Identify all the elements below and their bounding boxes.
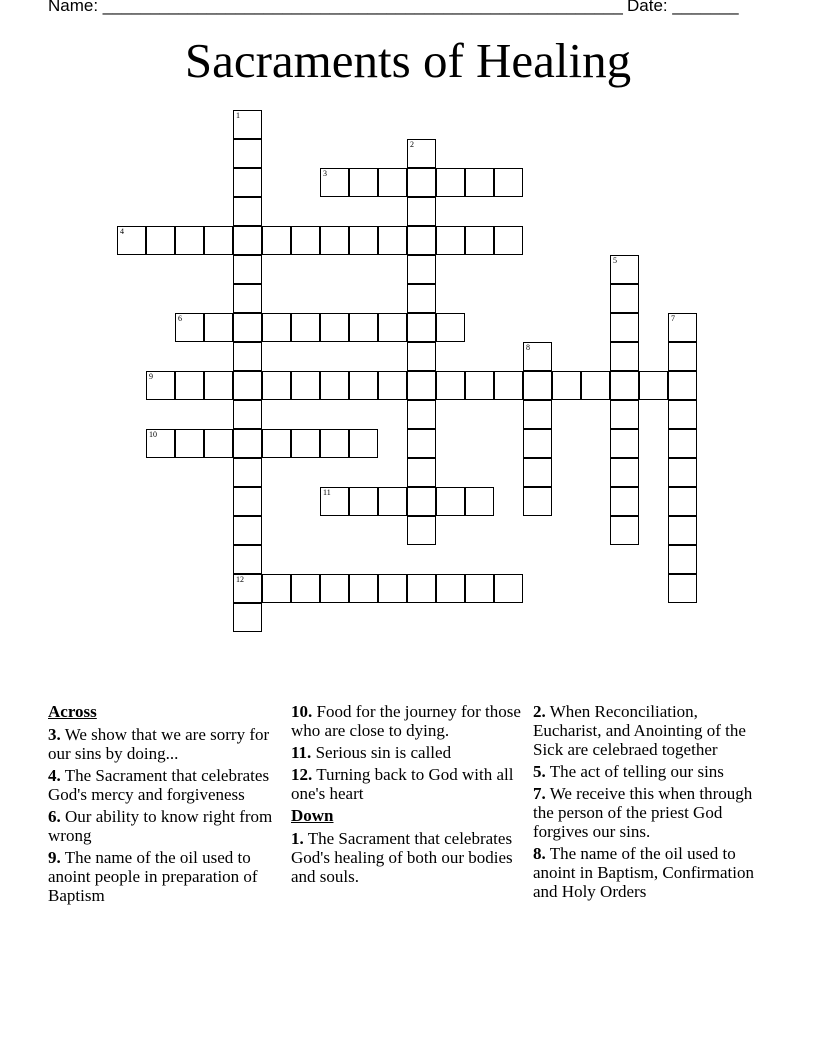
crossword-cell[interactable] [233,313,262,342]
crossword-cell[interactable] [436,168,465,197]
clue-across-9: 9. The name of the oil used to anoint people in preparation of Baptism [48,848,258,905]
crossword-cell[interactable] [175,313,204,342]
crossword-cell[interactable] [291,371,320,400]
crossword-cell[interactable] [233,371,262,400]
crossword-cell[interactable] [262,371,291,400]
crossword-cell[interactable] [523,458,552,487]
crossword-cell[interactable] [668,574,697,603]
across-heading: Across [48,702,97,721]
cell-number: 8 [526,343,530,352]
crossword-cell[interactable] [610,371,639,400]
crossword-cell[interactable] [436,226,465,255]
crossword-cell[interactable] [668,545,697,574]
crossword-cell[interactable] [523,342,552,371]
crossword-cell[interactable] [668,313,697,342]
crossword-cell[interactable] [349,313,378,342]
crossword-cell[interactable] [668,516,697,545]
crossword-cell[interactable] [407,371,436,400]
crossword-cell[interactable] [291,574,320,603]
crossword-cell[interactable] [465,371,494,400]
crossword-cell[interactable] [291,429,320,458]
crossword-cell[interactable] [320,429,349,458]
crossword-cell[interactable] [407,342,436,371]
crossword-cell[interactable] [291,226,320,255]
crossword-cell[interactable] [378,371,407,400]
cell-number: 5 [613,256,617,265]
crossword-cell[interactable] [465,487,494,516]
crossword-cell[interactable] [291,313,320,342]
crossword-cell[interactable] [407,139,436,168]
crossword-cell[interactable] [378,313,407,342]
crossword-cell[interactable] [349,487,378,516]
crossword-cell[interactable] [465,168,494,197]
crossword-cell[interactable] [668,429,697,458]
crossword-cell[interactable] [407,574,436,603]
crossword-cell[interactable] [407,516,436,545]
crossword-cell[interactable] [262,313,291,342]
cell-number: 6 [178,314,182,323]
crossword-cell[interactable] [233,400,262,429]
clues-column-2 [291,702,526,889]
crossword-cell[interactable] [610,516,639,545]
crossword-cell[interactable] [175,226,204,255]
clue-across-3: 3. We show that we are sorry for our sins by doing... [48,725,270,763]
cell-number: 2 [410,140,414,149]
clues-column-1 [48,702,283,908]
crossword-cell[interactable] [581,371,610,400]
crossword-cell[interactable] [668,487,697,516]
crossword-cell[interactable] [262,574,291,603]
crossword-cell[interactable] [610,458,639,487]
crossword-cell[interactable] [407,400,436,429]
crossword-cell[interactable] [233,545,262,574]
crossword-cell[interactable] [436,487,465,516]
crossword-cell[interactable] [407,284,436,313]
crossword-cell[interactable] [610,429,639,458]
crossword-cell[interactable] [668,371,697,400]
name-field[interactable]: Name: _______________________________________________________ [48,0,623,15]
crossword-cell[interactable] [407,458,436,487]
cell-number: 4 [120,227,124,236]
crossword-cell[interactable] [349,226,378,255]
cell-number: 12 [236,575,244,584]
clue-down-1: 1. The Sacrament that celebrates God's healing of both our bodies and souls. [291,829,513,886]
crossword-cell[interactable] [494,226,523,255]
crossword-cell[interactable] [233,226,262,255]
crossword-cell[interactable] [349,371,378,400]
crossword-cell[interactable] [233,110,262,139]
crossword-cell[interactable] [436,371,465,400]
clue-across-6: 6. Our ability to know right from wrong [48,807,273,845]
clue-down-5: 5. The act of telling our sins [533,762,724,781]
crossword-cell[interactable] [233,516,262,545]
crossword-cell[interactable] [233,255,262,284]
crossword-cell[interactable] [407,255,436,284]
crossword-cell[interactable] [407,429,436,458]
crossword-cell[interactable] [204,429,233,458]
cell-number: 11 [323,488,331,497]
cell-number: 3 [323,169,327,178]
crossword-cell[interactable] [523,429,552,458]
crossword-cell[interactable] [262,226,291,255]
crossword-cell[interactable] [146,226,175,255]
crossword-cell[interactable] [320,574,349,603]
crossword-cell[interactable] [175,371,204,400]
crossword-cell[interactable] [233,197,262,226]
cell-number: 1 [236,111,240,120]
date-field[interactable]: Date: _______ [627,0,739,15]
crossword-cell[interactable] [233,429,262,458]
clue-across-10: 10. Food for the journey for those who are close to dying. [291,702,521,740]
crossword-cell[interactable] [233,487,262,516]
crossword-cell[interactable] [668,342,697,371]
clues-column-3 [533,702,768,904]
crossword-cell[interactable] [378,226,407,255]
down-heading: Down [291,806,334,825]
crossword-cell[interactable] [320,487,349,516]
crossword-cell[interactable] [320,371,349,400]
crossword-cell[interactable] [523,487,552,516]
crossword-cell[interactable] [407,487,436,516]
crossword-cell[interactable] [494,168,523,197]
crossword-cell[interactable] [610,313,639,342]
crossword-cell[interactable] [233,342,262,371]
crossword-cell[interactable] [233,458,262,487]
crossword-cell[interactable] [668,400,697,429]
page-title: Sacraments of Healing [184,33,632,88]
clue-down-7: 7. We receive this when through the person of the priest God forgives our sins. [533,784,753,841]
crossword-cell[interactable] [552,371,581,400]
crossword-cell[interactable] [436,574,465,603]
crossword-cell[interactable] [494,371,523,400]
crossword-cell[interactable] [610,487,639,516]
crossword-cell[interactable] [175,429,204,458]
crossword-cell[interactable] [204,371,233,400]
cell-number: 7 [671,314,675,323]
crossword-cell[interactable] [465,226,494,255]
cell-number: 9 [149,372,153,381]
crossword-cell[interactable] [320,168,349,197]
clue-across-11: 11. Serious sin is called [291,743,452,762]
crossword-cell[interactable] [407,168,436,197]
crossword-cell[interactable] [407,226,436,255]
crossword-cell[interactable] [407,197,436,226]
crossword-cell[interactable] [320,313,349,342]
crossword-cell[interactable] [146,429,175,458]
crossword-cell[interactable] [610,284,639,313]
crossword-cell[interactable] [378,487,407,516]
crossword-cell[interactable] [204,313,233,342]
clue-down-8: 8. The name of the oil used to anoint in Baptism, Confirmation and Holy Orders [533,844,754,901]
crossword-cell[interactable] [146,371,175,400]
crossword-cell[interactable] [233,603,262,632]
crossword-cell[interactable] [639,371,668,400]
crossword-cell[interactable] [668,458,697,487]
cell-number: 10 [149,430,157,439]
crossword-cell[interactable] [436,313,465,342]
crossword-cell[interactable] [204,226,233,255]
crossword-cell[interactable] [117,226,146,255]
clue-across-12: 12. Turning back to God with all one's heart [291,765,514,803]
crossword-cell[interactable] [349,574,378,603]
crossword-cell[interactable] [494,574,523,603]
crossword-cell[interactable] [233,284,262,313]
clue-down-2: 2. When Reconciliation, Eucharist, and Anointing of the Sick are celebraed together [533,702,746,759]
crossword-cell[interactable] [407,313,436,342]
crossword-cell[interactable] [233,168,262,197]
crossword-cell[interactable] [523,371,552,400]
clue-across-4: 4. The Sacrament that celebrates God's mercy and forgiveness [48,766,270,804]
crossword-cell[interactable] [233,574,262,603]
crossword-cell[interactable] [349,168,378,197]
crossword-cell[interactable] [262,429,291,458]
crossword-cell[interactable] [610,400,639,429]
crossword-cell[interactable] [378,168,407,197]
crossword-cell[interactable] [610,255,639,284]
crossword-cell[interactable] [349,429,378,458]
crossword-cell[interactable] [523,400,552,429]
crossword-cell[interactable] [320,226,349,255]
crossword-cell[interactable] [233,139,262,168]
crossword-cell[interactable] [465,574,494,603]
crossword-cell[interactable] [378,574,407,603]
crossword-cell[interactable] [610,342,639,371]
